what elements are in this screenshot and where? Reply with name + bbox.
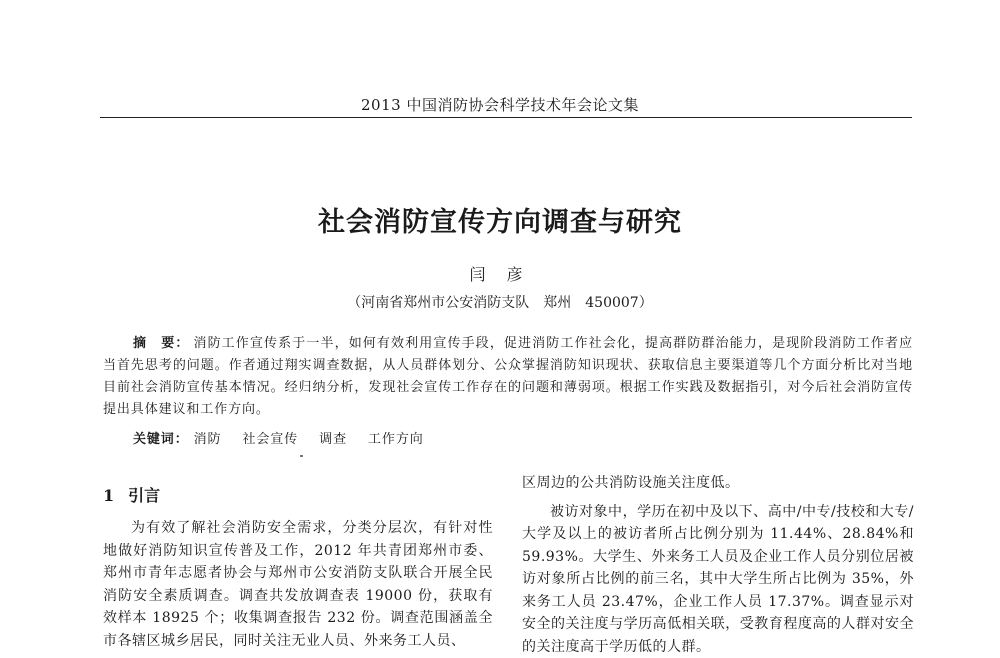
survey-paragraph: 被访对象中，学历在初中及以下、高中/中专/技校和大专/大学及以上的被访者所占比例分别为 11.44%、28.84%和59.93%。大学生、外来务工人员及企业工作人员分别位居被访对象所占比例的前三名，其中大学生所占比例为 35%，外来务工人员 23.47%，企业工作人员 17.37%。调查显示对安全的关注度与学历高低相关联，受教育程度高的人群对安全的关注度高于学历低的人群。 xyxy=(522,501,914,658)
author-affiliation: （河南省郑州市公安消防支队 郑州 450007） xyxy=(0,292,1000,312)
abstract-block xyxy=(103,333,913,421)
header-rule xyxy=(100,117,912,118)
keyword-item: 调查 xyxy=(319,432,347,447)
abstract-text: 消防工作宣传系于一半，如何有效利用宣传手段，促进消防工作社会化，提高群防群治能力，是现阶段消防工作者应当首先思考的问题。作者通过翔实调查数据，从人员群体划分、公众掌握消防知识现状、获取信息主要渠道等几个方面分析比对当地目前社会消防宣传基本情况。经归纳分析，发现社会宣传工作存在的问题和薄弱项。根据工作实践及数据指引，对今后社会消防宣传提出具体建议和工作方向。 xyxy=(103,336,913,417)
section-title: 引言 xyxy=(128,486,160,505)
paper-title: 社会消防宣传方向调查与研究 xyxy=(0,200,1000,239)
keywords-block xyxy=(133,428,440,447)
keywords-label: 关键词： xyxy=(133,432,189,447)
abstract-label: 摘 要： xyxy=(133,336,189,351)
running-head: 2013 中国消防协会科学技术年会论文集 xyxy=(0,94,1000,115)
keyword-item: 消防 xyxy=(194,432,222,447)
section-number: 1 xyxy=(103,486,114,505)
intro-paragraph: 为有效了解社会消防安全需求，分类分层次，有针对性地做好消防知识宣传普及工作，2012 年共青团郑州市委、郑州市青年志愿者协会与郑州市公安消防支队联合开展全民消防安全素质调查。调查共发放调查表 19000 份，获取有效样本 18925 个；收集调查报告 232 份。调查范围涵盖全市各辖区城乡居民，同时关注无业人员、外来务工人员、 xyxy=(103,517,493,652)
keyword-item: 社会宣传 xyxy=(243,432,299,447)
continued-line: 区周边的公共消防设施关注度低。 xyxy=(522,472,914,495)
right-column xyxy=(522,472,914,658)
scan-speck xyxy=(300,455,303,457)
left-column xyxy=(103,517,493,652)
section-heading xyxy=(103,483,160,506)
keyword-item: 工作方向 xyxy=(368,432,424,447)
author-name: 闫 彦 xyxy=(0,262,1000,285)
